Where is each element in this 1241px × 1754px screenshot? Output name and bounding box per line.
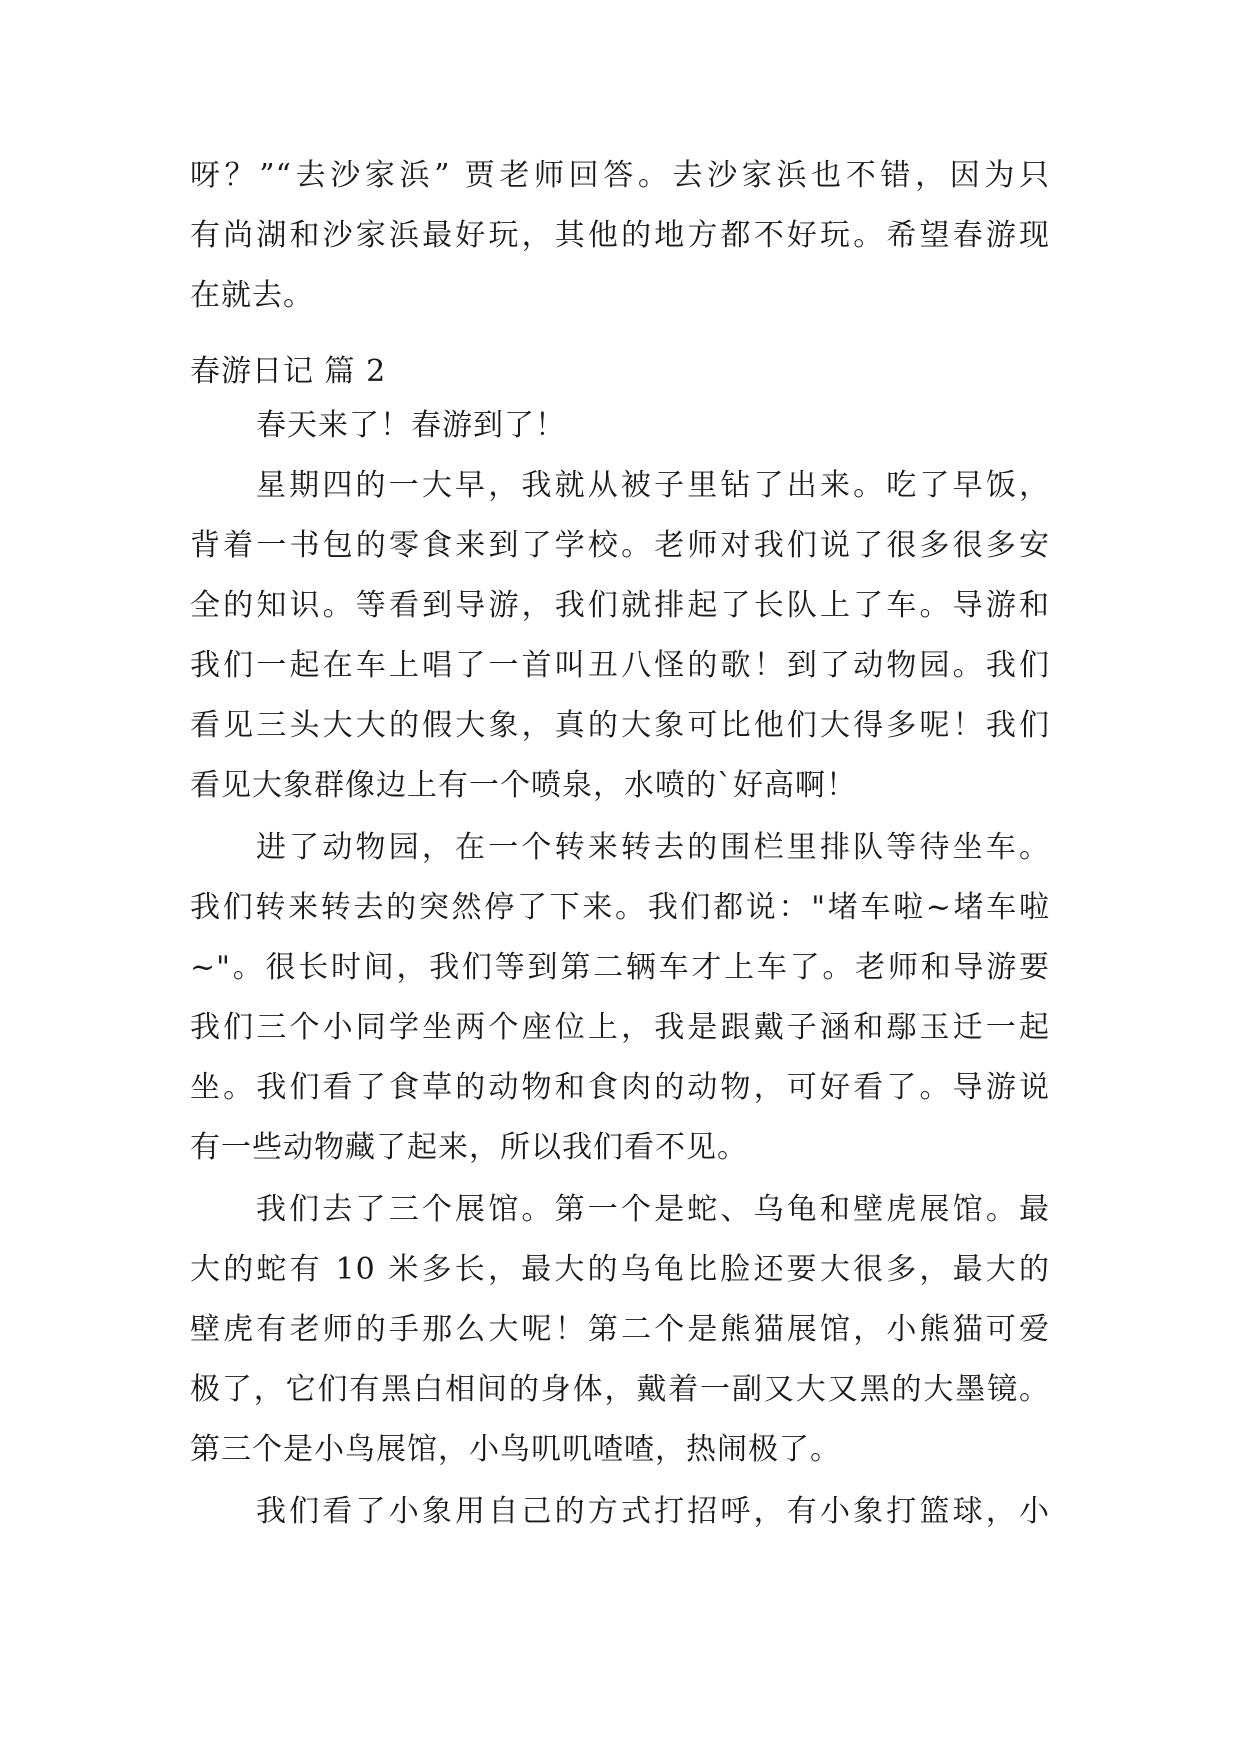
paragraph-line: 有一些动物藏了起来，所以我们看不见。	[190, 1130, 748, 1165]
paragraph-line: 第三个是小鸟展馆，小鸟叽叽喳喳，热闹极了。	[190, 1432, 841, 1467]
paragraph-line: 我们三个小同学坐两个座位上，我是跟戴子涵和鄢玉迁一起	[190, 1010, 1050, 1045]
paragraph-line: 春天来了！春游到了！	[256, 408, 566, 443]
paragraph-line: 全的知识。等看到导游，我们就排起了长队上了车。导游和	[190, 588, 1050, 623]
paragraph-line: 坐。我们看了食草的动物和食肉的动物，可好看了。导游说	[190, 1070, 1050, 1105]
paragraph-line: 我们去了三个展馆。第一个是蛇、乌龟和壁虎展馆。最	[256, 1192, 1050, 1227]
paragraph-line: 大的蛇有 10 米多长，最大的乌龟比脸还要大很多，最大的	[190, 1252, 1050, 1287]
paragraph-line: 背着一书包的零食来到了学校。老师对我们说了很多很多安	[190, 528, 1050, 563]
paragraph-line: 看见三头大大的假大象，真的大象可比他们大得多呢！我们	[190, 708, 1050, 743]
paragraph-line: 极了，它们有黑白相间的身体，戴着一副又大又黑的大墨镜。	[190, 1372, 1050, 1407]
paragraph-line: ~"。很长时间，我们等到第二辆车才上车了。老师和导游要	[190, 950, 1050, 985]
paragraph-line: 我们看了小象用自己的方式打招呼，有小象打篮球，小	[256, 1494, 1050, 1529]
paragraph-line: 星期四的一大早，我就从被子里钻了出来。吃了早饭，	[256, 468, 1050, 503]
paragraph-line: 进了动物园，在一个转来转去的围栏里排队等待坐车。	[256, 830, 1050, 865]
paragraph-line: 壁虎有老师的手那么大呢！第二个是熊猫展馆，小熊猫可爱	[190, 1312, 1050, 1347]
paragraph-line: 呀？”“去沙家浜” 贾老师回答。去沙家浜也不错，因为只	[190, 158, 1050, 193]
paragraph-line: 我们一起在车上唱了一首叫丑八怪的歌！到了动物园。我们	[190, 648, 1050, 683]
paragraph-line: 我们转来转去的突然停了下来。我们都说："堵车啦~堵车啦	[190, 890, 1050, 925]
section-heading: 春游日记 篇 2	[190, 354, 387, 389]
paragraph-line: 看见大象群像边上有一个喷泉，水喷的`好高啊！	[190, 768, 857, 803]
paragraph-line: 在就去。	[190, 278, 314, 313]
paragraph-line: 有尚湖和沙家浜最好玩，其他的地方都不好玩。希望春游现	[190, 218, 1050, 253]
